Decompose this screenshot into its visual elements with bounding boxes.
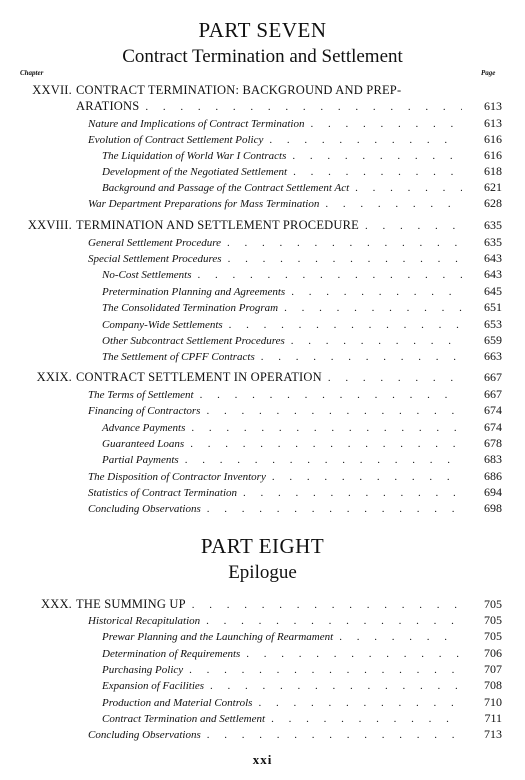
subsection-title: Partial Payments <box>102 454 179 466</box>
page-number: 616 <box>484 132 502 146</box>
section-row <box>88 250 502 266</box>
subsection-title: Guaranteed Loans <box>102 438 185 450</box>
subsection-title: Prewar Planning and the Launching of Rearmament <box>102 631 334 643</box>
section-row <box>88 484 502 500</box>
leader-dots <box>284 300 462 316</box>
subsection-row <box>102 645 502 661</box>
leader-dots <box>243 485 462 501</box>
chapter-number: XXVIII. <box>27 218 72 232</box>
page-number: 645 <box>484 284 502 298</box>
section-title: Financing of Contractors <box>88 405 201 417</box>
page-number: 705 <box>484 629 502 643</box>
page-number: 613 <box>484 116 502 130</box>
leader-dots <box>269 132 462 148</box>
leader-dots <box>207 501 462 517</box>
leader-dots <box>206 403 462 419</box>
subsection-row <box>102 316 502 332</box>
subsection-row <box>102 661 502 677</box>
leader-dots <box>355 180 462 196</box>
page-number: 628 <box>484 196 502 210</box>
chapter-number: XXIX. <box>36 370 72 384</box>
page-number: 616 <box>484 148 502 162</box>
leader-dots <box>310 116 462 132</box>
leader-dots <box>339 629 462 645</box>
subsection-title: No-Cost Settlements <box>102 269 192 281</box>
subsection-row <box>102 435 502 451</box>
section-title: War Department Preparations for Mass Termination <box>88 198 320 210</box>
leader-dots <box>271 711 462 727</box>
subsection-row <box>102 694 502 710</box>
page-number: 711 <box>484 711 502 725</box>
subsection-title: Pretermination Planning and Agreements <box>102 286 286 298</box>
part-seven-subtitle: Contract Termination and Settlement <box>122 46 403 67</box>
subsection-row <box>102 283 502 299</box>
chapter-column-label: Chapter <box>20 69 44 77</box>
leader-dots <box>190 436 462 452</box>
leader-dots <box>191 420 462 436</box>
subsection-row <box>102 266 502 282</box>
section-title: Concluding Observations <box>88 503 201 515</box>
page-number: 707 <box>484 662 502 676</box>
leader-dots <box>185 452 462 468</box>
page-number: 667 <box>484 387 502 401</box>
leader-dots <box>293 164 462 180</box>
subsection-title: Other Subcontract Settlement Procedures <box>102 335 285 347</box>
leader-dots <box>206 613 462 629</box>
section-row <box>88 131 502 147</box>
chapter-row <box>32 82 502 98</box>
page-number: 674 <box>484 403 502 417</box>
subsection-row <box>102 332 502 348</box>
subsection-row <box>102 419 502 435</box>
page-number: 635 <box>484 218 502 232</box>
section-row <box>88 726 502 742</box>
subsection-row <box>102 299 502 315</box>
section-title: Historical Recapitulation <box>88 615 201 627</box>
section-title: Concluding Observations <box>88 729 201 741</box>
chapter-row <box>27 217 502 233</box>
section-title: The Disposition of Contractor Inventory <box>88 471 266 483</box>
section-title: Nature and Implications of Contract Termination <box>88 118 305 130</box>
page-number: 678 <box>484 436 502 450</box>
leader-dots <box>189 662 462 678</box>
page-number: 694 <box>484 485 502 499</box>
subsection-row <box>102 628 502 644</box>
subsection-title: Production and Material Controls <box>102 697 253 709</box>
chapter-title: CONTRACT TERMINATION: BACKGROUND AND PREP- <box>76 83 402 97</box>
section-title: Statistics of Contract Termination <box>88 487 238 499</box>
leader-dots <box>258 695 462 711</box>
page-number: 659 <box>484 333 502 347</box>
page-number: 683 <box>484 452 502 466</box>
page-number: 698 <box>484 501 502 515</box>
part-seven-heading: PART SEVEN <box>198 18 327 42</box>
page-number: 710 <box>484 695 502 709</box>
page-column-label: Page <box>481 69 496 77</box>
chapter-title: THE SUMMING UP <box>76 597 186 611</box>
page-number: 635 <box>484 235 502 249</box>
chapter-number: XXVII. <box>32 83 72 97</box>
page-number: 621 <box>484 180 502 194</box>
leader-dots <box>207 727 462 743</box>
part-eight-subtitle: Epilogue <box>228 562 297 583</box>
subsection-title: Development of the Negotiated Settlement <box>102 166 288 178</box>
section-title: General Settlement Procedure <box>88 237 221 249</box>
chapter-row <box>36 369 502 385</box>
chapter-title: TERMINATION AND SETTLEMENT PROCEDURE <box>76 218 360 232</box>
leader-dots <box>210 678 462 694</box>
subsection-row <box>102 677 502 693</box>
page-number: 663 <box>484 349 502 363</box>
chapter-row <box>40 596 502 612</box>
leader-dots <box>291 333 462 349</box>
subsection-title: The Consolidated Termination Program <box>102 302 279 314</box>
page-number: 653 <box>484 317 502 331</box>
page-number: 706 <box>484 646 502 660</box>
page-number: 674 <box>484 420 502 434</box>
subsection-title: Contract Termination and Settlement <box>102 713 266 725</box>
chapter-title: CONTRACT SETTLEMENT IN OPERATION <box>76 370 322 384</box>
subsection-row <box>102 710 502 726</box>
section-row <box>88 195 502 211</box>
subsection-row <box>102 163 502 179</box>
subsection-title: Company-Wide Settlements <box>102 319 223 331</box>
leader-dots <box>325 196 462 212</box>
leader-dots <box>228 251 462 267</box>
part-eight-heading: PART EIGHT <box>200 534 325 558</box>
subsection-title: The Liquidation of World War I Contracts <box>102 150 287 162</box>
section-row <box>88 612 502 628</box>
page-number: 651 <box>484 300 502 314</box>
leader-dots <box>227 235 462 251</box>
subsection-row <box>102 179 502 195</box>
page-folio: xxi <box>252 752 273 767</box>
page-number: 613 <box>484 99 502 113</box>
leader-dots <box>192 597 462 613</box>
page-number: 713 <box>484 727 502 741</box>
subsection-row <box>102 348 502 364</box>
page-number: 667 <box>484 370 502 384</box>
page-number: 618 <box>484 164 502 178</box>
page-number: 643 <box>484 251 502 265</box>
section-row <box>88 500 502 516</box>
leader-dots <box>229 317 462 333</box>
page-number: 643 <box>484 267 502 281</box>
leader-dots <box>365 218 462 234</box>
leader-dots <box>200 387 462 403</box>
subsection-title: Advance Payments <box>102 422 186 434</box>
chapter-title-continued: ARATIONS <box>76 99 140 113</box>
subsection-title: Background and Passage of the Contract Settlement Act <box>102 182 350 194</box>
leader-dots <box>261 349 462 365</box>
page-number: 705 <box>484 613 502 627</box>
leader-dots <box>198 267 462 283</box>
page-number: 686 <box>484 469 502 483</box>
leader-dots <box>292 148 462 164</box>
leader-dots <box>272 469 462 485</box>
section-row <box>88 115 502 131</box>
leader-dots <box>291 284 462 300</box>
section-row <box>88 402 502 418</box>
section-title: Evolution of Contract Settlement Policy <box>88 134 264 146</box>
leader-dots <box>246 646 462 662</box>
leader-dots <box>328 370 462 386</box>
subsection-row <box>102 451 502 467</box>
subsection-title: The Settlement of CPFF Contracts <box>102 351 255 363</box>
chapter-row-continued <box>76 98 502 114</box>
section-row <box>88 386 502 402</box>
chapter-number: XXX. <box>40 597 72 611</box>
page-number: 705 <box>484 597 502 611</box>
subsection-title: Purchasing Policy <box>102 664 184 676</box>
section-row <box>88 234 502 250</box>
subsection-title: Expansion of Facilities <box>102 680 205 692</box>
section-title: The Terms of Settlement <box>88 389 194 401</box>
subsection-row <box>102 147 502 163</box>
leader-dots <box>145 99 462 115</box>
page-number: 708 <box>484 678 502 692</box>
section-row <box>88 468 502 484</box>
subsection-title: Determination of Requirements <box>102 648 241 660</box>
section-title: Special Settlement Procedures <box>88 253 222 265</box>
